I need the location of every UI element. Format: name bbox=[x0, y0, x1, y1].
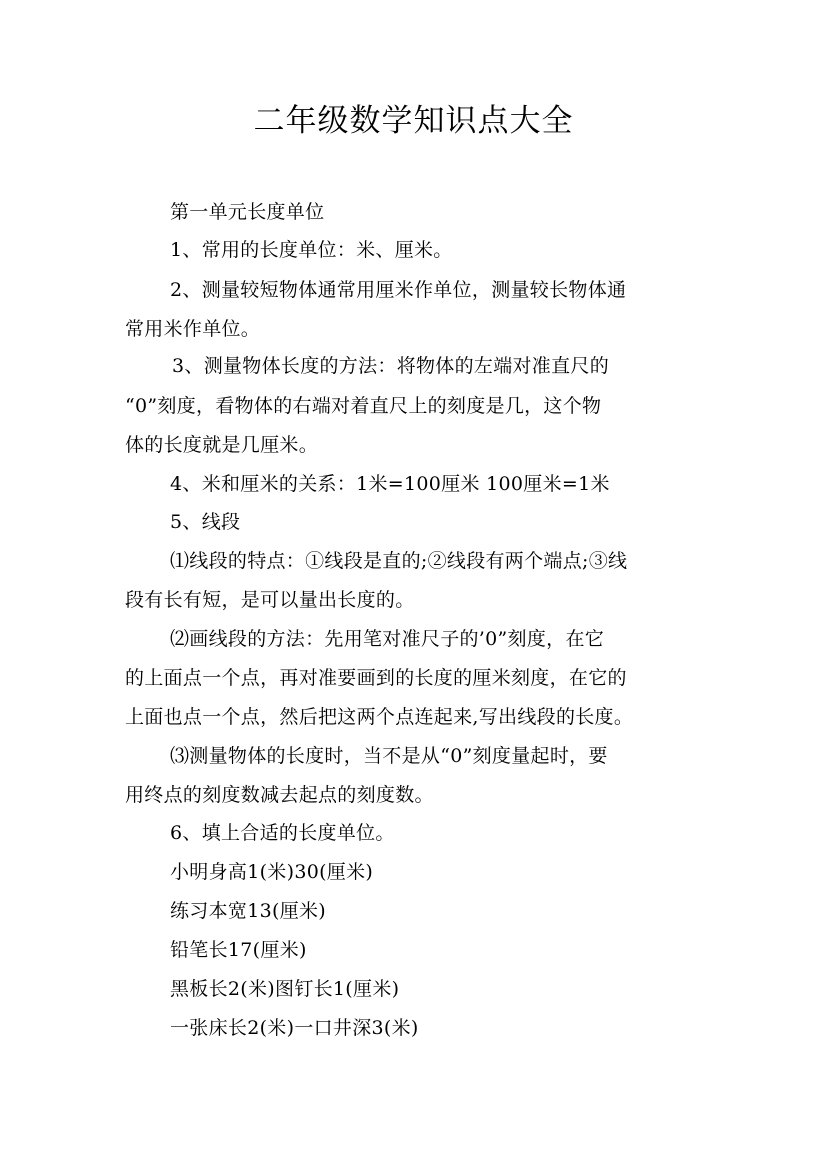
paragraph-line: 上面也点一个点，然后把这两个点连起来,写出线段的长度。 bbox=[125, 706, 634, 728]
paragraph-line: 常用米作单位。 bbox=[125, 318, 261, 340]
paragraph-line: 5、线段 bbox=[170, 511, 241, 533]
paragraph-line: 铅笔长17(厘米) bbox=[170, 939, 307, 961]
paragraph-line: ⑵画线段的方法：先用笔对准尺子的’0”刻度，在它 bbox=[170, 628, 605, 650]
paragraph-line: 的上面点一个点，再对准要画到的长度的厘米刻度，在它的 bbox=[125, 667, 627, 689]
paragraph-line: 3、测量物体长度的方法：将物体的左端对准直尺的 bbox=[172, 355, 609, 377]
paragraph-line: 1、常用的长度单位：米、厘米。 bbox=[170, 239, 453, 261]
paragraph-line: 用终点的刻度数减去起点的刻度数。 bbox=[125, 784, 434, 806]
paragraph-line: 小明身高1(米)30(厘米) bbox=[170, 861, 374, 883]
paragraph-line: 段有长有短，是可以量出长度的。 bbox=[125, 589, 415, 611]
paragraph-line: “0”刻度，看物体的右端对着直尺上的刻度是几，这个物 bbox=[125, 395, 602, 417]
document-title: 二年级数学知识点大全 bbox=[253, 103, 574, 139]
unit-heading: 第一单元长度单位 bbox=[170, 201, 325, 223]
paragraph-line: 2、测量较短物体通常用厘米作单位，测量较长物体通 bbox=[170, 279, 627, 301]
paragraph-line: 体的长度就是几厘米。 bbox=[125, 434, 319, 456]
paragraph-line: ⑴线段的特点：①线段是直的;②线段有两个端点;③线 bbox=[170, 550, 628, 572]
paragraph-line: 一张床长2(米)一口井深3(米) bbox=[170, 1017, 419, 1039]
paragraph-line: 6、填上合适的长度单位。 bbox=[170, 822, 395, 844]
paragraph-line: 4、米和厘米的关系：1米=100厘米 100厘米=1米 bbox=[170, 473, 610, 495]
paragraph-line: 练习本宽13(厘米) bbox=[170, 900, 327, 922]
paragraph-line: 黑板长2(米)图钉长1(厘米) bbox=[170, 978, 400, 1000]
paragraph-line: ⑶测量物体的长度时，当不是从“0”刻度量起时，要 bbox=[170, 745, 608, 767]
